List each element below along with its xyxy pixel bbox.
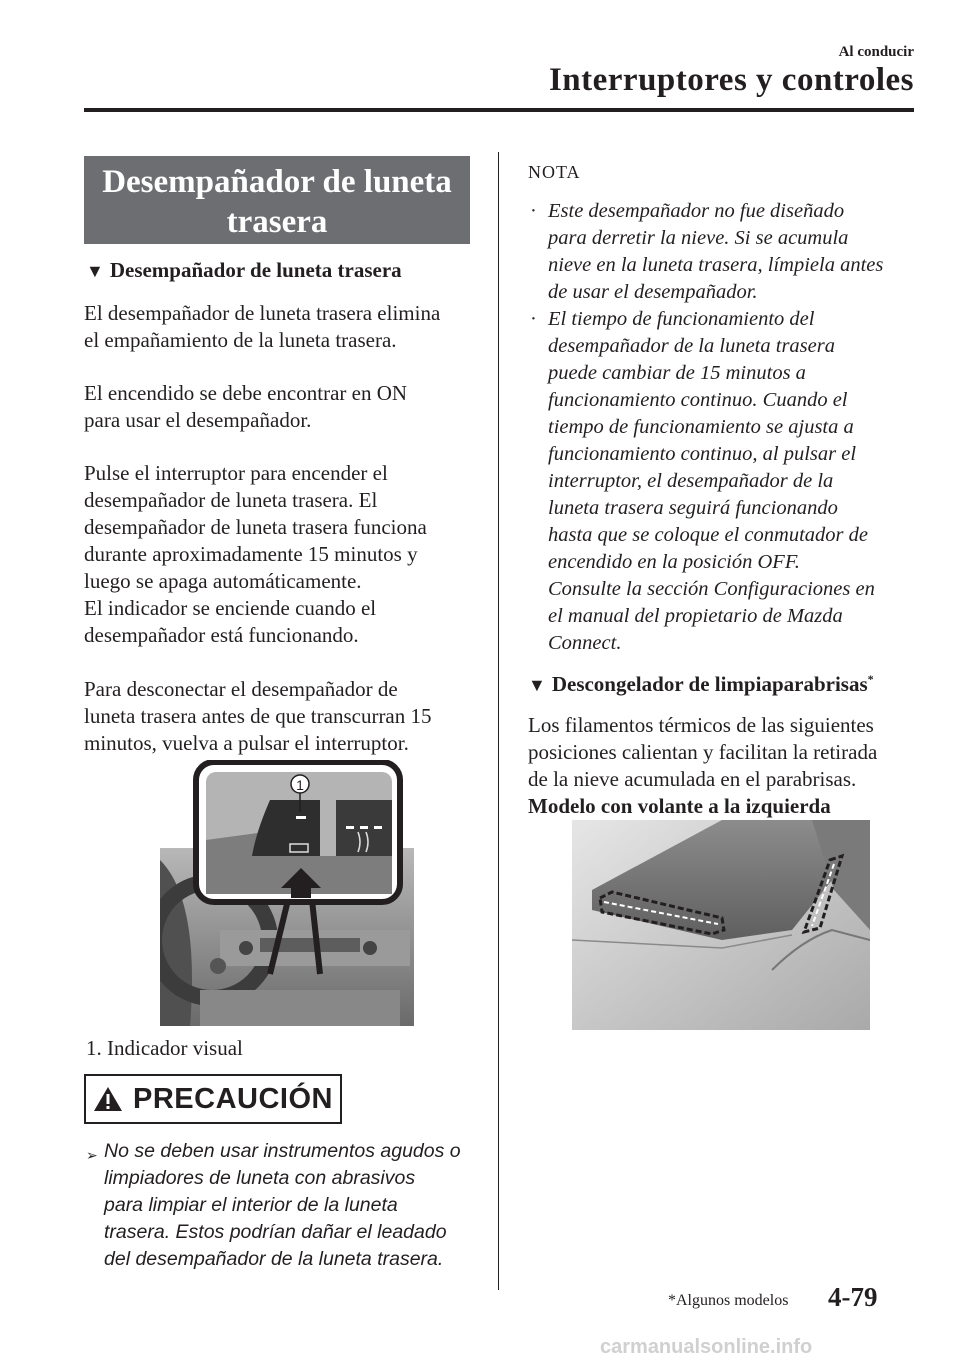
- text-line: para usar el desempañador.: [84, 408, 312, 432]
- text-line: El desempañador de luneta trasera elimina: [84, 301, 441, 325]
- paragraph-deicer: [528, 712, 918, 793]
- header-rule: [84, 108, 914, 112]
- text-line: nieve en la luneta trasera, límpiela antes: [548, 254, 884, 276]
- text-line: El encendido se debe encontrar en ON: [84, 381, 408, 405]
- text-line: luneta trasera antes de que transcurran 15: [84, 704, 432, 728]
- text-line: durante aproximadamente 15 minutos y: [84, 542, 418, 566]
- column-divider: [498, 152, 499, 1290]
- paragraph-2: [84, 380, 484, 434]
- text-line: funcionamiento continuo. Cuando el: [548, 389, 848, 411]
- paragraph-1: [84, 300, 484, 354]
- text-line: interruptor, el desempañador de la: [548, 470, 834, 492]
- text-line: Pulse el interruptor para encender el: [84, 461, 388, 485]
- section-title-box: [84, 156, 470, 244]
- text-line: de la nieve acumulada en el parabrisas.: [528, 767, 857, 791]
- text-line: hasta que se coloque el conmutador de: [548, 524, 868, 546]
- subheading-rear-defroster: [86, 258, 402, 283]
- footnote: *Algunos modelos: [668, 1292, 789, 1309]
- callout-number: 1: [296, 777, 304, 793]
- text-line: El indicador se enciende cuando el: [84, 596, 377, 620]
- bullet-icon: ·: [530, 200, 537, 222]
- text-line: el manual del propietario de Mazda: [548, 605, 843, 627]
- text-line: Consulte la sección Configuraciones en: [548, 578, 875, 600]
- windshield-illustration: [572, 820, 870, 1030]
- text-line: Este desempañador no fue diseñado: [548, 200, 845, 222]
- text-line: puede cambiar de 15 minutos a: [548, 362, 806, 384]
- text-line: No se deben usar instrumentos agudos o: [104, 1140, 461, 1162]
- page-title: Interruptores y controles: [548, 62, 914, 98]
- chapter-label: Al conducir: [838, 44, 914, 60]
- caution-body: [86, 1138, 486, 1273]
- footnote-mark: *: [867, 672, 874, 686]
- section-title-line2: trasera: [226, 204, 328, 240]
- text-line: desempañador de luneta trasera funciona: [84, 515, 427, 539]
- bullet-icon: ·: [530, 308, 537, 330]
- text-line: El tiempo de funcionamiento del: [548, 308, 815, 330]
- arrow-right-icon: ➢: [86, 1147, 98, 1163]
- note-item: [530, 306, 920, 657]
- text-line: Para desconectar el desempañador de: [84, 677, 398, 701]
- subheading-text: Descongelador de limpiaparabrisas: [551, 672, 868, 696]
- text-line: de usar el desempañador.: [548, 281, 758, 303]
- watermark: carmanualsonline.info: [600, 1336, 813, 1358]
- note-list: [530, 198, 920, 657]
- text-line: limpiadores de luneta con abrasivos: [104, 1167, 416, 1189]
- section-title-line1: Desempañador de luneta: [102, 164, 452, 200]
- triangle-down-icon: ▼: [528, 675, 546, 695]
- caution-label: PRECAUCIÓN: [133, 1082, 333, 1115]
- page-number: 4-79: [828, 1282, 878, 1312]
- text-line: encendido en la posición OFF.: [548, 551, 800, 573]
- text-line: Connect.: [548, 632, 622, 654]
- text-line: funcionamiento continuo, al pulsar el: [548, 443, 857, 465]
- caution-banner: [84, 1074, 342, 1124]
- text-line: del desempañador de la luneta trasera.: [104, 1248, 444, 1270]
- note-item: [530, 198, 920, 306]
- text-line: el empañamiento de la luneta trasera.: [84, 328, 397, 352]
- figure-caption: 1. Indicador visual: [86, 1036, 243, 1060]
- triangle-down-icon: ▼: [86, 261, 104, 281]
- text-line: minutos, vuelva a pulsar el interruptor.: [84, 731, 409, 755]
- text-line: desempañador de la luneta trasera: [548, 335, 835, 357]
- text-line: Los filamentos térmicos de las siguientes: [528, 713, 874, 737]
- text-line: trasera. Estos podrían dañar el leadado: [104, 1221, 447, 1243]
- dashboard-switch-illustration: [160, 760, 414, 1026]
- text-line: luneta trasera seguirá funcionando: [548, 497, 838, 519]
- model-label: Modelo con volante a la izquierda: [528, 794, 831, 818]
- subheading-wiper-deicer: [528, 672, 874, 697]
- text-line: posiciones calientan y facilitan la retirada: [528, 740, 878, 764]
- warning-triangle-icon: [93, 1086, 123, 1112]
- text-line: para limpiar el interior de la luneta: [104, 1194, 398, 1216]
- text-line: tiempo de funcionamiento se ajusta a: [548, 416, 854, 438]
- text-line: luego se apaga automáticamente.: [84, 569, 362, 593]
- text-line: desempañador está funcionando.: [84, 623, 359, 647]
- paragraph-4: [84, 676, 484, 757]
- note-title: NOTA: [528, 162, 581, 182]
- text-line: desempañador de luneta trasera. El: [84, 488, 378, 512]
- paragraph-3: [84, 460, 484, 649]
- subheading-text: Desempañador de luneta trasera: [109, 258, 402, 282]
- text-line: para derretir la nieve. Si se acumula: [548, 227, 849, 249]
